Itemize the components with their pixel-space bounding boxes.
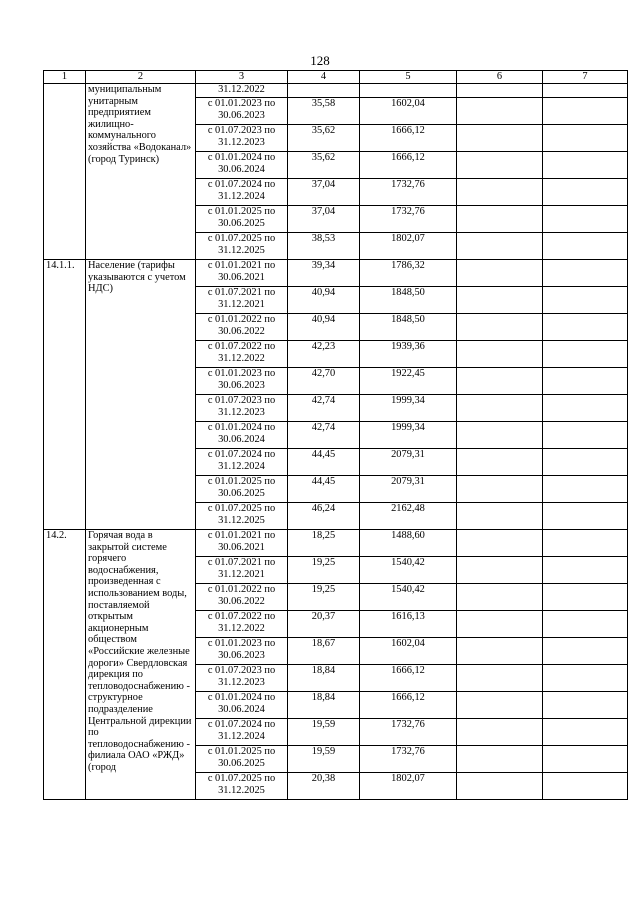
column-header: 7 — [543, 71, 628, 84]
table-row — [44, 530, 628, 557]
period-cell: с 01.07.2025 по 31.12.2025 — [196, 773, 288, 800]
value-cell-4: 20,38 — [288, 773, 360, 800]
period-cell: с 01.07.2025 по 31.12.2025 — [196, 503, 288, 530]
value-cell-7 — [543, 530, 628, 557]
value-cell-6 — [457, 152, 543, 179]
value-cell-7 — [543, 395, 628, 422]
value-cell-7 — [543, 665, 628, 692]
column-header: 6 — [457, 71, 543, 84]
value-cell-7 — [543, 125, 628, 152]
item-code-cell: 14.1.1. — [44, 260, 86, 530]
value-cell-7 — [543, 773, 628, 800]
value-cell-7 — [543, 233, 628, 260]
value-cell-5: 2079,31 — [360, 476, 457, 503]
column-header: 1 — [44, 71, 86, 84]
value-cell-6 — [457, 719, 543, 746]
value-cell-6 — [457, 746, 543, 773]
column-header: 2 — [86, 71, 196, 84]
value-cell-6 — [457, 206, 543, 233]
value-cell-6 — [457, 773, 543, 800]
period-cell: с 01.01.2023 по 30.06.2023 — [196, 638, 288, 665]
period-cell: с 01.07.2023 по 31.12.2023 — [196, 125, 288, 152]
value-cell-6 — [457, 638, 543, 665]
period-cell: 31.12.2022 — [196, 84, 288, 98]
column-header: 5 — [360, 71, 457, 84]
value-cell-5: 1666,12 — [360, 152, 457, 179]
period-cell: с 01.01.2024 по 30.06.2024 — [196, 422, 288, 449]
value-cell-5: 1540,42 — [360, 557, 457, 584]
period-cell: с 01.01.2023 по 30.06.2023 — [196, 98, 288, 125]
period-cell: с 01.01.2024 по 30.06.2024 — [196, 152, 288, 179]
value-cell-5: 1616,13 — [360, 611, 457, 638]
value-cell-5: 1540,42 — [360, 584, 457, 611]
value-cell-5: 1848,50 — [360, 287, 457, 314]
value-cell-5: 1732,76 — [360, 206, 457, 233]
value-cell-5 — [360, 84, 457, 98]
value-cell-5: 1786,32 — [360, 260, 457, 287]
value-cell-7 — [543, 260, 628, 287]
value-cell-6 — [457, 692, 543, 719]
value-cell-4: 35,62 — [288, 152, 360, 179]
value-cell-5: 1488,60 — [360, 530, 457, 557]
value-cell-7 — [543, 584, 628, 611]
tariff-table — [43, 70, 628, 800]
value-cell-7 — [543, 692, 628, 719]
value-cell-7 — [543, 476, 628, 503]
period-cell: с 01.07.2022 по 31.12.2022 — [196, 341, 288, 368]
table-row — [44, 260, 628, 287]
value-cell-6 — [457, 476, 543, 503]
value-cell-6 — [457, 611, 543, 638]
value-cell-5: 1802,07 — [360, 773, 457, 800]
period-cell: с 01.07.2021 по 31.12.2021 — [196, 287, 288, 314]
value-cell-7 — [543, 152, 628, 179]
value-cell-6 — [457, 314, 543, 341]
value-cell-7 — [543, 557, 628, 584]
value-cell-7 — [543, 368, 628, 395]
period-cell: с 01.01.2025 по 30.06.2025 — [196, 746, 288, 773]
table-row — [44, 84, 628, 98]
value-cell-7 — [543, 611, 628, 638]
value-cell-7 — [543, 422, 628, 449]
item-name-cell: муниципальным унитарным предприятием жилищно-коммунального хозяйства «Водоканал» (город Туринск) — [86, 84, 196, 260]
period-cell: с 01.01.2021 по 30.06.2021 — [196, 260, 288, 287]
value-cell-4: 19,25 — [288, 557, 360, 584]
value-cell-4: 19,59 — [288, 719, 360, 746]
value-cell-7 — [543, 719, 628, 746]
value-cell-4: 40,94 — [288, 287, 360, 314]
value-cell-5: 1602,04 — [360, 638, 457, 665]
value-cell-5: 1732,76 — [360, 719, 457, 746]
value-cell-5: 1999,34 — [360, 422, 457, 449]
value-cell-6 — [457, 449, 543, 476]
value-cell-5: 1666,12 — [360, 692, 457, 719]
value-cell-6 — [457, 665, 543, 692]
value-cell-7 — [543, 98, 628, 125]
period-cell: с 01.01.2025 по 30.06.2025 — [196, 476, 288, 503]
period-cell: с 01.07.2024 по 31.12.2024 — [196, 449, 288, 476]
period-cell: с 01.01.2022 по 30.06.2022 — [196, 584, 288, 611]
value-cell-6 — [457, 179, 543, 206]
value-cell-5: 1666,12 — [360, 665, 457, 692]
value-cell-4: 18,84 — [288, 692, 360, 719]
value-cell-5: 2079,31 — [360, 449, 457, 476]
period-cell: с 01.07.2021 по 31.12.2021 — [196, 557, 288, 584]
value-cell-5: 1602,04 — [360, 98, 457, 125]
value-cell-5: 1732,76 — [360, 179, 457, 206]
value-cell-6 — [457, 422, 543, 449]
value-cell-4: 40,94 — [288, 314, 360, 341]
value-cell-7 — [543, 341, 628, 368]
item-code-cell: 14.2. — [44, 530, 86, 800]
value-cell-6 — [457, 341, 543, 368]
value-cell-4: 42,70 — [288, 368, 360, 395]
value-cell-7 — [543, 638, 628, 665]
value-cell-7 — [543, 314, 628, 341]
value-cell-6 — [457, 557, 543, 584]
value-cell-6 — [457, 584, 543, 611]
column-header: 3 — [196, 71, 288, 84]
value-cell-5: 1999,34 — [360, 395, 457, 422]
value-cell-7 — [543, 84, 628, 98]
value-cell-6 — [457, 233, 543, 260]
value-cell-6 — [457, 530, 543, 557]
page-number: 128 — [310, 53, 330, 68]
period-cell: с 01.07.2023 по 31.12.2023 — [196, 395, 288, 422]
value-cell-6 — [457, 287, 543, 314]
period-cell: с 01.07.2024 по 31.12.2024 — [196, 719, 288, 746]
value-cell-4: 35,62 — [288, 125, 360, 152]
header-row — [44, 71, 628, 84]
value-cell-4: 37,04 — [288, 179, 360, 206]
value-cell-4: 42,23 — [288, 341, 360, 368]
value-cell-4: 19,25 — [288, 584, 360, 611]
value-cell-4: 38,53 — [288, 233, 360, 260]
value-cell-4 — [288, 84, 360, 98]
value-cell-7 — [543, 287, 628, 314]
period-cell: с 01.07.2025 по 31.12.2025 — [196, 233, 288, 260]
value-cell-5: 1666,12 — [360, 125, 457, 152]
value-cell-4: 44,45 — [288, 476, 360, 503]
item-name-cell: Население (тарифы указываются с учетом НДС) — [86, 260, 196, 530]
period-cell: с 01.01.2022 по 30.06.2022 — [196, 314, 288, 341]
value-cell-5: 1732,76 — [360, 746, 457, 773]
period-cell: с 01.01.2023 по 30.06.2023 — [196, 368, 288, 395]
value-cell-6 — [457, 98, 543, 125]
value-cell-4: 18,67 — [288, 638, 360, 665]
value-cell-4: 44,45 — [288, 449, 360, 476]
period-cell: с 01.07.2024 по 31.12.2024 — [196, 179, 288, 206]
value-cell-7 — [543, 746, 628, 773]
value-cell-6 — [457, 125, 543, 152]
value-cell-7 — [543, 179, 628, 206]
value-cell-4: 39,34 — [288, 260, 360, 287]
value-cell-4: 37,04 — [288, 206, 360, 233]
value-cell-4: 18,84 — [288, 665, 360, 692]
value-cell-4: 42,74 — [288, 395, 360, 422]
period-cell: с 01.01.2024 по 30.06.2024 — [196, 692, 288, 719]
value-cell-6 — [457, 260, 543, 287]
value-cell-7 — [543, 206, 628, 233]
value-cell-7 — [543, 449, 628, 476]
value-cell-4: 19,59 — [288, 746, 360, 773]
value-cell-6 — [457, 503, 543, 530]
value-cell-6 — [457, 368, 543, 395]
value-cell-5: 1802,07 — [360, 233, 457, 260]
value-cell-6 — [457, 395, 543, 422]
period-cell: с 01.01.2025 по 30.06.2025 — [196, 206, 288, 233]
value-cell-4: 20,37 — [288, 611, 360, 638]
value-cell-5: 1939,36 — [360, 341, 457, 368]
value-cell-4: 35,58 — [288, 98, 360, 125]
column-header: 4 — [288, 71, 360, 84]
item-code-cell — [44, 84, 86, 260]
value-cell-4: 42,74 — [288, 422, 360, 449]
period-cell: с 01.01.2021 по 30.06.2021 — [196, 530, 288, 557]
value-cell-5: 1848,50 — [360, 314, 457, 341]
period-cell: с 01.07.2022 по 31.12.2022 — [196, 611, 288, 638]
value-cell-6 — [457, 84, 543, 98]
value-cell-4: 46,24 — [288, 503, 360, 530]
item-name-cell: Горячая вода в закрытой системе горячего водоснабжения, произведенная с использованием воды, поставляемой открытым акционерным обществом «Российские железные дороги» Свердловская дирекция по тепловодоснабжению - структурное подразделение Центральной дирекции по тепловодоснабжению - филиала ОАО «РЖД» (город — [86, 530, 196, 800]
value-cell-5: 1922,45 — [360, 368, 457, 395]
value-cell-7 — [543, 503, 628, 530]
period-cell: с 01.07.2023 по 31.12.2023 — [196, 665, 288, 692]
value-cell-5: 2162,48 — [360, 503, 457, 530]
value-cell-4: 18,25 — [288, 530, 360, 557]
